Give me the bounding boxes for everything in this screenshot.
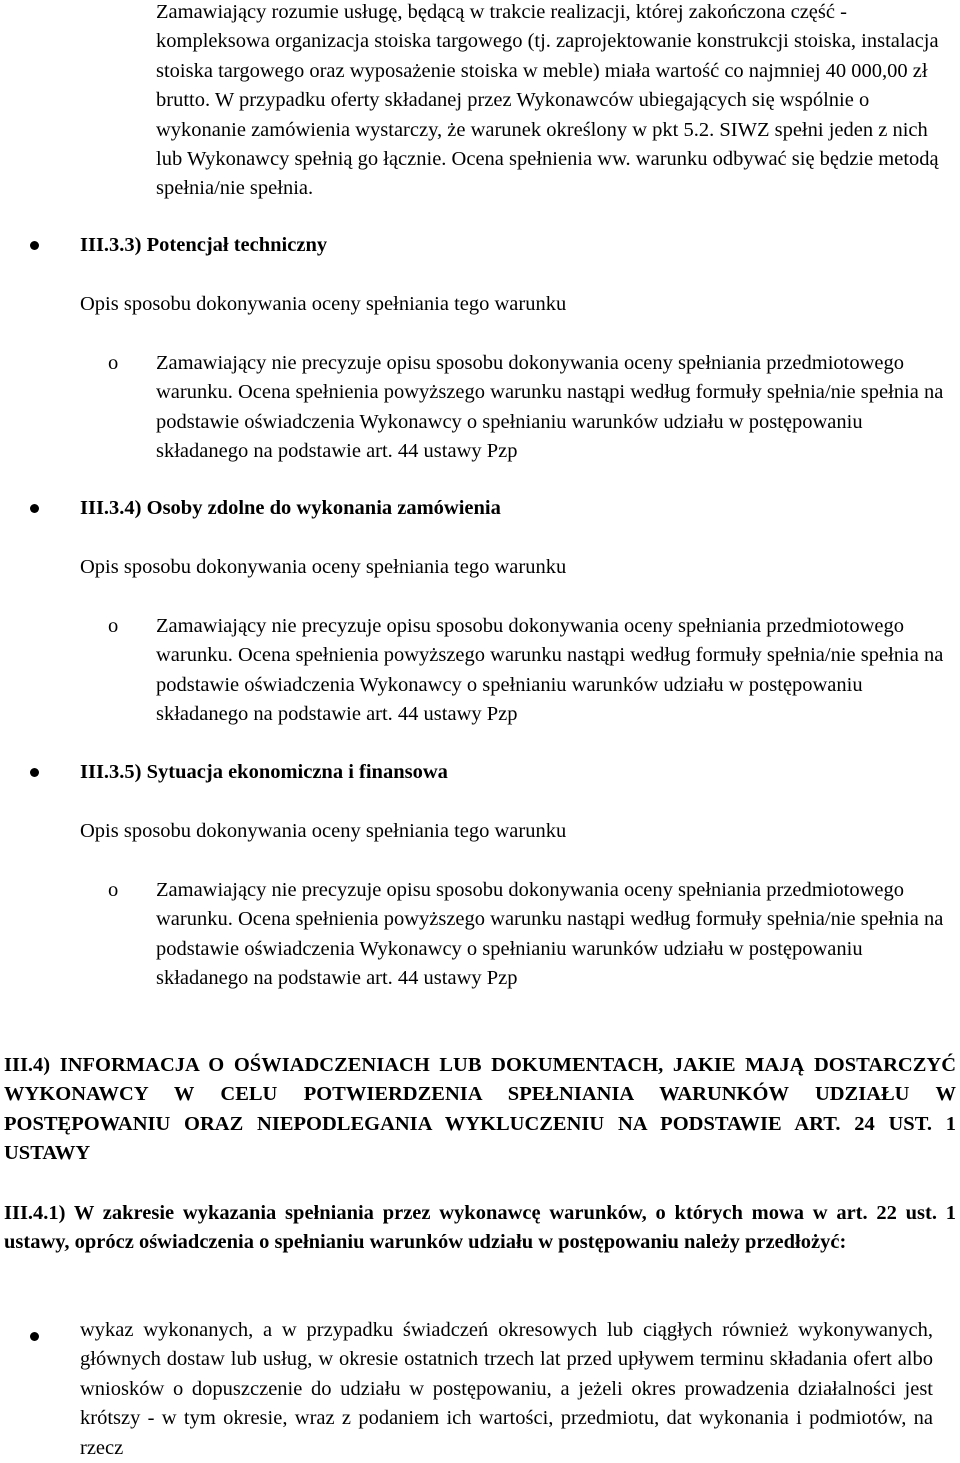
section-subheading: Opis sposobu dokonywania oceny spełniania tego warunku: [80, 556, 567, 578]
bullet-dot: [30, 241, 39, 250]
top-paragraph: Zamawiający rozumie usługę, będącą w trakcie realizacji, której zakończona część - kompleksowa organizacja stoiska targowego (tj. zaprojektowanie konstrukcji stoiska, instalacja stoiska targowego oraz wyposażenie stoiska w meble) miała wartość co najmniej 40 000,00 zł brutto. W przypadku oferty składanej przez Wykonawców ubiegających się wspólnie o wykonanie zamówienia wystarczy, że warunek określony w pkt 5.2. SIWZ spełni jeden z nich lub Wykonawcy spełnią go łącznie. Ocena spełnienia ww. warunku odbywać się będzie metodą spełnia/nie spełnia.: [156, 1, 939, 200]
bullet-dot: [30, 1332, 39, 1341]
section-heading-iii4: III.4) INFORMACJA O OŚWIADCZENIACH LUB DOKUMENTACH, JAKIE MAJĄ DOSTARCZYĆ WYKONAWCY W CELU POTWIERDZENIA SPEŁNIANIA WARUNKÓW UDZIAŁU W POSTĘPOWANIU ORAZ NIEPODLEGANIA WYKLUCZENIU NA PODSTAWIE ART. 24 UST. 1 USTAWY: [4, 1054, 956, 1165]
list-marker: o: [108, 352, 119, 374]
section-text: Zamawiający nie precyzuje opisu sposobu dokonywania oceny spełniania przedmiotowego warunku. Ocena spełnienia powyższego warunku nastąpi według formuły spełnia/nie spełnia na podstawie oświadczenia Wykonawcy o spełnianiu warunków udziału w postępowaniu składanego na podstawie art. 44 ustawy Pzp: [156, 615, 944, 726]
section-heading: III.3.3) Potencjał techniczny: [80, 234, 328, 256]
bullet-dot: [30, 504, 39, 513]
list-marker: o: [108, 879, 119, 901]
section-heading: III.3.4) Osoby zdolne do wykonania zamówienia: [80, 497, 501, 519]
section-subheading: Opis sposobu dokonywania oceny spełniania tego warunku: [80, 820, 567, 842]
section-text: Zamawiający nie precyzuje opisu sposobu dokonywania oceny spełniania przedmiotowego warunku. Ocena spełnienia powyższego warunku nastąpi według formuły spełnia/nie spełnia na podstawie oświadczenia Wykonawcy o spełnianiu warunków udziału w postępowaniu składanego na podstawie art. 44 ustawy Pzp: [156, 352, 944, 463]
section-text: Zamawiający nie precyzuje opisu sposobu dokonywania oceny spełniania przedmiotowego warunku. Ocena spełnienia powyższego warunku nastąpi według formuły spełnia/nie spełnia na podstawie oświadczenia Wykonawcy o spełnianiu warunków udziału w postępowaniu składanego na podstawie art. 44 ustawy Pzp: [156, 879, 944, 990]
bullet-dot: [30, 768, 39, 777]
section-subheading: Opis sposobu dokonywania oceny spełniania tego warunku: [80, 293, 567, 315]
section-heading-iii41: III.4.1) W zakresie wykazania spełniania przez wykonawcę warunków, o których mowa w art. 22 ust. 1 ustawy, oprócz oświadczenia o spełnianiu warunków udziału w postępowaniu należy przedłożyć:: [4, 1202, 956, 1254]
list-marker: o: [108, 615, 119, 637]
list-item: wykaz wykonanych, a w przypadku świadczeń okresowych lub ciągłych również wykonywanych, głównych dostaw lub usług, w okresie ostatnich trzech lat przed upływem terminu składania ofert albo wniosków o dopuszczenie do udziału w postępowaniu, a jeżeli okres prowadzenia działalności jest krótszy - w tym okresie, wraz z podaniem ich wartości, przedmiotu, dat wykonania i podmiotów, na rzecz: [80, 1319, 933, 1459]
section-heading: III.3.5) Sytuacja ekonomiczna i finansowa: [80, 761, 448, 783]
